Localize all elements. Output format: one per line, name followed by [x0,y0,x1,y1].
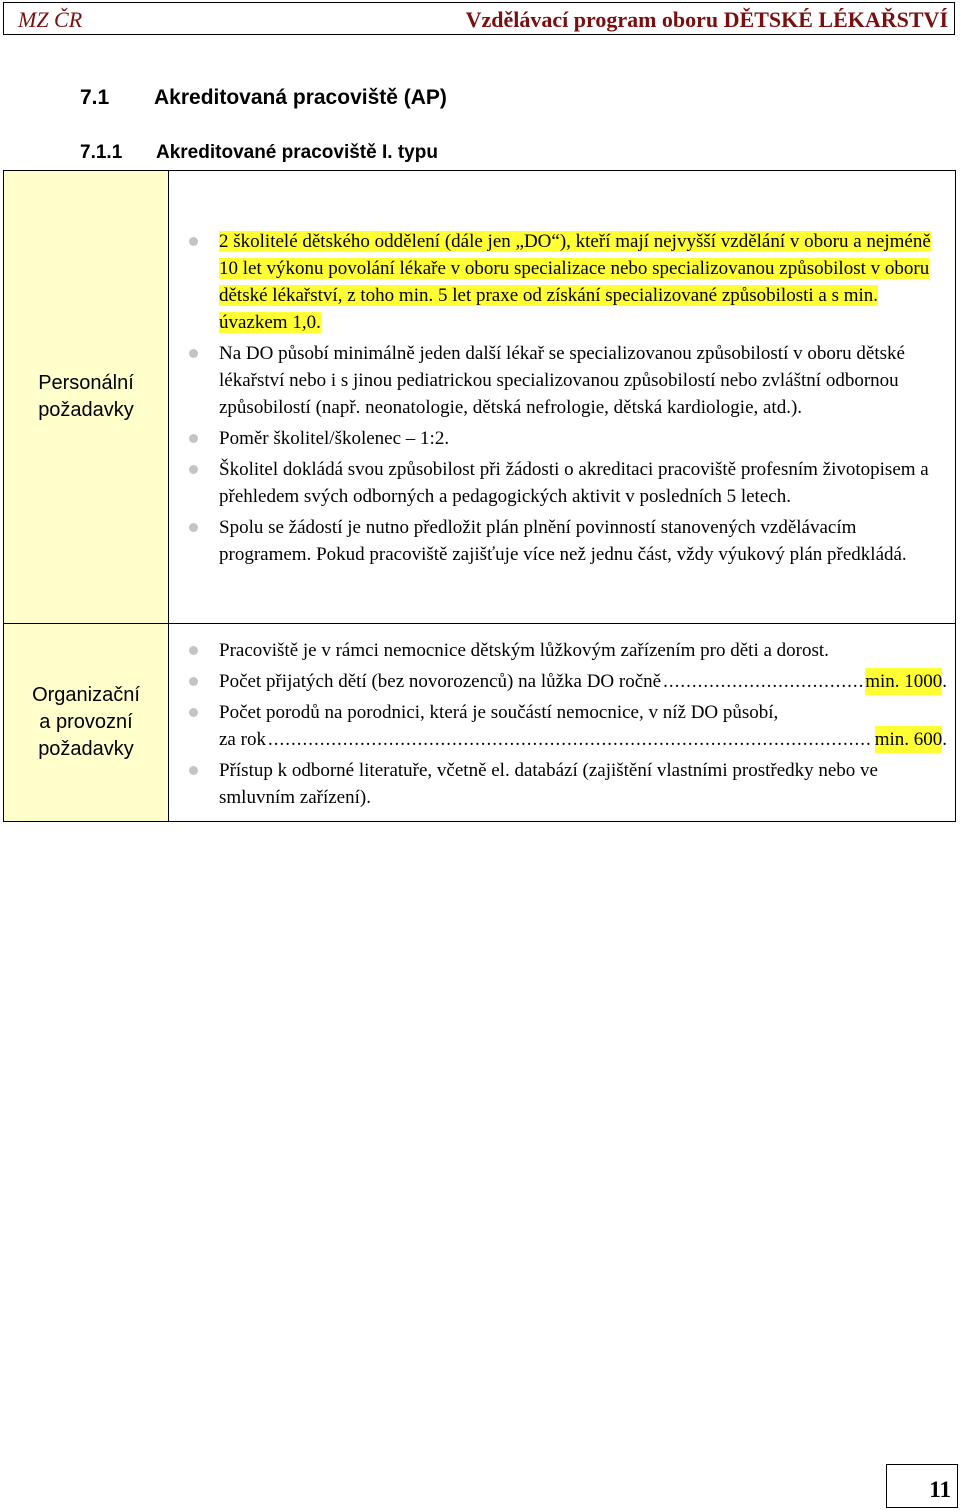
item-value-highlighted: min. 600 [875,726,943,753]
item-text: za rok [219,728,266,750]
row-label-line: a provozní [39,711,133,733]
subsection-number: 7.1.1 [80,142,123,163]
dot-leader [663,668,863,695]
row-label-line: požadavky [38,399,134,421]
subsection-heading [80,142,438,164]
list-item [189,637,947,664]
bullet-icon [189,766,198,775]
item-text: Poměr školitel/školenec – 1:2. [219,428,450,449]
bullet-icon [189,646,198,655]
bullet-icon [189,434,198,443]
list-item [189,340,947,421]
requirements-table [3,170,956,822]
page-number: 11 [886,1464,958,1508]
dot-leader [268,726,873,753]
bullet-icon [189,465,198,474]
item-text: Spolu se žádostí je nutno předložit plán plnění povinností stanovených vzdělávacím programem. Pokud pracoviště zajišťuje více než jednu část, vždy výukový plán předkládá. [219,517,907,565]
item-text-highlighted: 2 školitelé dětského oddělení (dále jen „DO“), kteří mají nejvyšší vzdělání v oboru a nejméně 10 let výkonu povolání lékaře v oboru specializace nebo specializovanou způsobilost v oboru dětské lékařství, z toho min. 5 let praxe od získání specializované způsobilosti a s min. úvazkem 1,0. [219,231,931,333]
header-ministry: MZ ČR [18,7,83,32]
list-item [189,228,947,336]
row-content-personal [169,171,956,624]
table-row [4,624,956,822]
section-title: Akreditovaná pracoviště (AP) [154,86,447,109]
section-heading [80,86,447,110]
page-header [3,2,955,35]
subsection-title: Akreditované pracoviště I. typu [156,142,438,163]
row-label-personal [4,171,169,624]
header-program-title: Vzdělávací program oboru DĚTSKÉ LÉKAŘSTVÍ [465,7,948,32]
bullet-icon [189,237,198,246]
item-text: Přístup k odborné literatuře, včetně el. databází (zajištění vlastními prostředky nebo ve smluvním zařízení). [219,759,878,808]
bullet-icon [189,708,198,717]
item-text: Na DO působí minimálně jeden další lékař se specializovanou způsobilostí v oboru dětské lékařství nebo i s jinou pediatrickou specializovanou způsobilostí nebo zvláštní odbornou způsobilostí (např. neonatologie, dětská nefrologie, dětská kardiologie, atd.). [219,343,905,418]
list-item [189,456,947,510]
list-item [189,425,947,452]
row-label-line: požadavky [38,738,134,760]
section-number: 7.1 [80,86,110,109]
row-label-line: Personální [38,372,134,394]
list-item: Počet přijatých dětí (bez novorozenců) na lůžka DO ročně ..... min. 1000 . [189,668,947,695]
item-text: Počet přijatých dětí (bez novorozenců) na lůžka DO ročně [219,670,662,692]
item-value-highlighted: min. 1000 [865,668,942,695]
row-label-line: Organizační [32,684,140,706]
table-row [4,171,956,624]
bullet-icon [189,349,198,358]
list-item: Počet porodů na porodnici, která je součástí nemocnice, v níž DO působí, za rok ..... min. 600 . [189,699,947,753]
row-content-organizational [169,624,956,822]
bullet-icon [189,523,198,532]
list-item [189,757,947,811]
item-text: Počet porodů na porodnici, která je součástí nemocnice, v níž DO působí, [219,701,779,723]
list-item [189,514,947,568]
bullet-icon [189,677,198,686]
item-text: Pracoviště je v rámci nemocnice dětským lůžkovým zařízením pro děti a dorost. [219,639,829,661]
row-label-organizational [4,624,169,822]
item-text: Školitel dokládá svou způsobilost při žádosti o akreditaci pracoviště profesním životopisem a přehledem svých odborných a pedagogických aktivit v posledních 5 letech. [219,459,929,507]
